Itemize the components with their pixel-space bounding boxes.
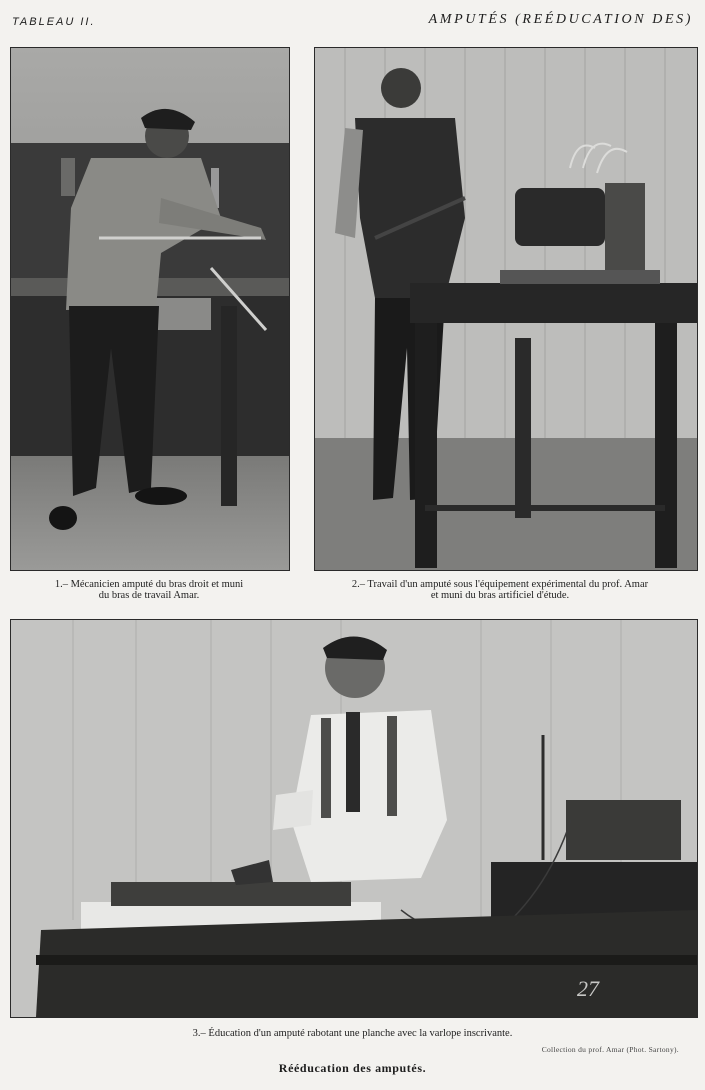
photo-planing-drawing	[11, 620, 697, 1017]
photo-3-mark: 27	[577, 976, 599, 1001]
plate-number: TABLEAU II.	[12, 16, 96, 28]
caption-figure-1-line-1: 1.– Mécanicien amputé du bras droit et muni	[54, 579, 244, 590]
caption-figure-1-line-2: du bras de travail Amar.	[98, 590, 200, 601]
plate-title: Rééducation des amputés.	[278, 1061, 427, 1075]
caption-figure-1	[10, 579, 288, 601]
caption-figure-3-line-1: 3.– Éducation d'un amputé rabotant une planche avec la varlope inscrivante.	[192, 1028, 513, 1039]
caption-figure-2	[300, 579, 700, 601]
caption-figure-2-line-2: et muni du bras artificiel d'étude.	[430, 590, 570, 601]
photo-credit: Collection du prof. Amar (Phot. Sartony).	[541, 1045, 679, 1054]
running-header: AMPUTÉS (REÉDUCATION DES)	[428, 12, 693, 27]
caption-figure-2-line-1: 2.– Travail d'un amputé sous l'équipement expérimental du prof. Amar	[351, 579, 649, 590]
photo-planing-board	[10, 619, 698, 1018]
photo-mechanic-drawing	[11, 48, 289, 570]
photo-mechanic-amputee	[10, 47, 290, 571]
photo-experimental-equipment	[314, 47, 698, 571]
caption-figure-3	[0, 1028, 705, 1039]
photo-experiment-drawing	[315, 48, 697, 570]
